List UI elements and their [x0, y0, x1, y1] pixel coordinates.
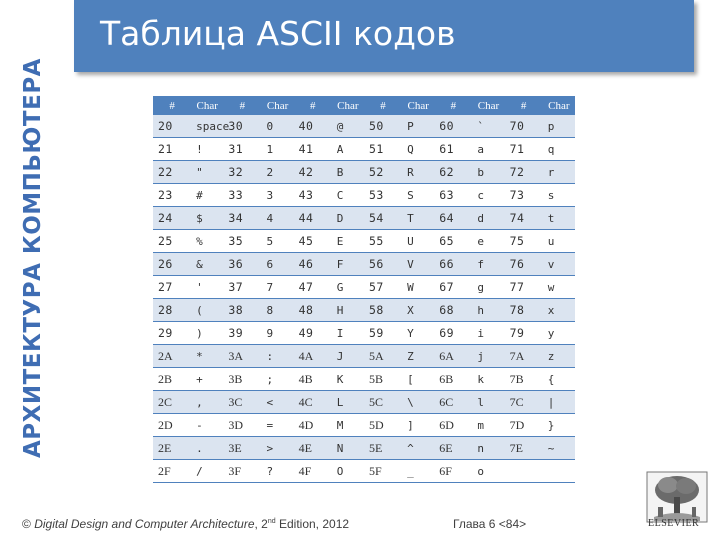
hex-code-cell: 6A [434, 345, 472, 368]
char-cell: } [543, 414, 575, 437]
hex-code-cell: 39 [223, 322, 261, 345]
edition-year: Edition, 2012 [275, 517, 350, 531]
char-cell: ) [191, 322, 223, 345]
char-cell: h [472, 299, 504, 322]
hex-code-cell: 6E [434, 437, 472, 460]
slide-title: Таблица ASCII кодов [100, 14, 456, 53]
chapter-page: Глава 6 <84> [453, 517, 527, 531]
char-cell: ; [261, 368, 293, 391]
char-cell: { [543, 368, 575, 391]
hex-code-cell: 38 [223, 299, 261, 322]
hex-code-cell: 58 [364, 299, 402, 322]
char-cell: " [191, 161, 223, 184]
table-body [153, 115, 575, 483]
hex-code-cell: 71 [505, 138, 543, 161]
char-cell: * [191, 345, 223, 368]
hex-code-cell: 2E [153, 437, 191, 460]
hex-code-cell: 7C [505, 391, 543, 414]
char-cell: 3 [261, 184, 293, 207]
char-cell: < [261, 391, 293, 414]
hex-code-cell: 5F [364, 460, 402, 483]
char-cell: L [332, 391, 364, 414]
char-cell: ^ [402, 437, 434, 460]
column-header: # [223, 96, 261, 115]
char-cell: k [472, 368, 504, 391]
hex-code-cell: 4D [294, 414, 332, 437]
title-bar [74, 0, 694, 72]
char-cell: J [332, 345, 364, 368]
hex-code-cell: 23 [153, 184, 191, 207]
side-title-text: АРХИТЕКТУРА КОМПЬЮТЕРА [20, 58, 46, 459]
hex-code-cell: 72 [505, 161, 543, 184]
char-cell: 0 [261, 115, 293, 138]
ascii-table [153, 96, 575, 483]
table-row [153, 460, 575, 483]
char-cell: R [402, 161, 434, 184]
hex-code-cell: 79 [505, 322, 543, 345]
char-cell: Y [402, 322, 434, 345]
table-row [153, 253, 575, 276]
hex-code-cell: 59 [364, 322, 402, 345]
char-cell: ~ [543, 437, 575, 460]
side-title [18, 8, 48, 508]
column-header: Char [402, 96, 434, 115]
hex-code-cell: 7D [505, 414, 543, 437]
hex-code-cell: 51 [364, 138, 402, 161]
hex-code-cell: 4C [294, 391, 332, 414]
char-cell: ] [402, 414, 434, 437]
char-cell: ` [472, 115, 504, 138]
hex-code-cell: 43 [294, 184, 332, 207]
char-cell: y [543, 322, 575, 345]
column-header: # [153, 96, 191, 115]
hex-code-cell: 36 [223, 253, 261, 276]
hex-code-cell: 21 [153, 138, 191, 161]
hex-code-cell: 42 [294, 161, 332, 184]
hex-code-cell: 27 [153, 276, 191, 299]
char-cell: 2 [261, 161, 293, 184]
char-cell: i [472, 322, 504, 345]
table-row [153, 322, 575, 345]
char-cell: ! [191, 138, 223, 161]
hex-code-cell: 3A [223, 345, 261, 368]
hex-code-cell: 3B [223, 368, 261, 391]
hex-code-cell [505, 460, 543, 483]
char-cell: q [543, 138, 575, 161]
char-cell: z [543, 345, 575, 368]
hex-code-cell: 57 [364, 276, 402, 299]
hex-code-cell: 2A [153, 345, 191, 368]
hex-code-cell: 65 [434, 230, 472, 253]
char-cell: P [402, 115, 434, 138]
hex-code-cell: 7A [505, 345, 543, 368]
hex-code-cell: 6F [434, 460, 472, 483]
hex-code-cell: 60 [434, 115, 472, 138]
char-cell: F [332, 253, 364, 276]
char-cell: l [472, 391, 504, 414]
table-row [153, 230, 575, 253]
char-cell: @ [332, 115, 364, 138]
char-cell: v [543, 253, 575, 276]
hex-code-cell: 32 [223, 161, 261, 184]
char-cell: H [332, 299, 364, 322]
char-cell: T [402, 207, 434, 230]
hex-code-cell: 28 [153, 299, 191, 322]
hex-code-cell: 62 [434, 161, 472, 184]
column-header: Char [332, 96, 364, 115]
copyright-sign: © [22, 517, 35, 531]
char-cell: m [472, 414, 504, 437]
char-cell: x [543, 299, 575, 322]
hex-code-cell: 68 [434, 299, 472, 322]
table-row [153, 115, 575, 138]
column-header: # [294, 96, 332, 115]
hex-code-cell: 50 [364, 115, 402, 138]
column-header: # [434, 96, 472, 115]
char-cell: j [472, 345, 504, 368]
hex-code-cell: 26 [153, 253, 191, 276]
char-cell: = [261, 414, 293, 437]
char-cell: Q [402, 138, 434, 161]
char-cell: \ [402, 391, 434, 414]
char-cell: U [402, 230, 434, 253]
char-cell: , [191, 391, 223, 414]
hex-code-cell: 2F [153, 460, 191, 483]
char-cell: > [261, 437, 293, 460]
hex-code-cell: 3C [223, 391, 261, 414]
char-cell: O [332, 460, 364, 483]
hex-code-cell: 52 [364, 161, 402, 184]
table-row [153, 414, 575, 437]
char-cell: ' [191, 276, 223, 299]
column-header: # [505, 96, 543, 115]
edition-number: , 2 [254, 517, 268, 531]
hex-code-cell: 7B [505, 368, 543, 391]
char-cell: / [191, 460, 223, 483]
hex-code-cell: 22 [153, 161, 191, 184]
hex-code-cell: 41 [294, 138, 332, 161]
char-cell: 5 [261, 230, 293, 253]
hex-code-cell: 5C [364, 391, 402, 414]
char-cell: + [191, 368, 223, 391]
char-cell: A [332, 138, 364, 161]
char-cell: S [402, 184, 434, 207]
hex-code-cell: 63 [434, 184, 472, 207]
char-cell: C [332, 184, 364, 207]
char-cell: e [472, 230, 504, 253]
hex-code-cell: 20 [153, 115, 191, 138]
char-cell: ? [261, 460, 293, 483]
hex-code-cell: 54 [364, 207, 402, 230]
table-row [153, 437, 575, 460]
hex-code-cell: 76 [505, 253, 543, 276]
hex-code-cell: 74 [505, 207, 543, 230]
hex-code-cell: 6C [434, 391, 472, 414]
char-cell: a [472, 138, 504, 161]
hex-code-cell: 3E [223, 437, 261, 460]
char-cell: X [402, 299, 434, 322]
hex-code-cell: 44 [294, 207, 332, 230]
hex-code-cell: 48 [294, 299, 332, 322]
table-row [153, 276, 575, 299]
book-title: Digital Design and Computer Architecture [34, 517, 255, 531]
char-cell: - [191, 414, 223, 437]
char-cell: Z [402, 345, 434, 368]
column-header: Char [543, 96, 575, 115]
hex-code-cell: 45 [294, 230, 332, 253]
hex-code-cell: 4B [294, 368, 332, 391]
elsevier-wordmark: ELSEVIER [648, 518, 700, 529]
char-cell: % [191, 230, 223, 253]
char-cell: 8 [261, 299, 293, 322]
hex-code-cell: 5E [364, 437, 402, 460]
char-cell: n [472, 437, 504, 460]
char-cell: c [472, 184, 504, 207]
table-row [153, 184, 575, 207]
char-cell: B [332, 161, 364, 184]
hex-code-cell: 49 [294, 322, 332, 345]
hex-code-cell: 2C [153, 391, 191, 414]
char-cell: 1 [261, 138, 293, 161]
char-cell: $ [191, 207, 223, 230]
char-cell: | [543, 391, 575, 414]
char-cell [543, 460, 575, 483]
hex-code-cell: 31 [223, 138, 261, 161]
hex-code-cell: 7E [505, 437, 543, 460]
char-cell: s [543, 184, 575, 207]
hex-code-cell: 4E [294, 437, 332, 460]
hex-code-cell: 46 [294, 253, 332, 276]
char-cell: # [191, 184, 223, 207]
hex-code-cell: 3F [223, 460, 261, 483]
hex-code-cell: 29 [153, 322, 191, 345]
table-row [153, 299, 575, 322]
char-cell: 7 [261, 276, 293, 299]
column-header: Char [261, 96, 293, 115]
table-header-row [153, 96, 575, 115]
hex-code-cell: 34 [223, 207, 261, 230]
char-cell: o [472, 460, 504, 483]
edition-suffix: nd [267, 518, 276, 525]
hex-code-cell: 56 [364, 253, 402, 276]
char-cell: d [472, 207, 504, 230]
footer-citation [22, 517, 349, 531]
hex-code-cell: 25 [153, 230, 191, 253]
hex-code-cell: 69 [434, 322, 472, 345]
table-row [153, 207, 575, 230]
char-cell: 4 [261, 207, 293, 230]
char-cell: p [543, 115, 575, 138]
hex-code-cell: 5D [364, 414, 402, 437]
hex-code-cell: 77 [505, 276, 543, 299]
hex-code-cell: 75 [505, 230, 543, 253]
char-cell: space [191, 115, 223, 138]
char-cell: b [472, 161, 504, 184]
char-cell: & [191, 253, 223, 276]
char-cell: 9 [261, 322, 293, 345]
char-cell: [ [402, 368, 434, 391]
char-cell: g [472, 276, 504, 299]
char-cell: u [543, 230, 575, 253]
table-row [153, 345, 575, 368]
char-cell: N [332, 437, 364, 460]
char-cell: V [402, 253, 434, 276]
hex-code-cell: 61 [434, 138, 472, 161]
table-row [153, 138, 575, 161]
char-cell: G [332, 276, 364, 299]
hex-code-cell: 6B [434, 368, 472, 391]
table-row [153, 368, 575, 391]
hex-code-cell: 4F [294, 460, 332, 483]
hex-code-cell: 66 [434, 253, 472, 276]
hex-code-cell: 73 [505, 184, 543, 207]
hex-code-cell: 40 [294, 115, 332, 138]
hex-code-cell: 30 [223, 115, 261, 138]
char-cell: M [332, 414, 364, 437]
column-header: Char [472, 96, 504, 115]
char-cell: w [543, 276, 575, 299]
hex-code-cell: 5A [364, 345, 402, 368]
char-cell: _ [402, 460, 434, 483]
char-cell: D [332, 207, 364, 230]
hex-code-cell: 2B [153, 368, 191, 391]
table-row [153, 391, 575, 414]
char-cell: 6 [261, 253, 293, 276]
table-row [153, 161, 575, 184]
char-cell: ( [191, 299, 223, 322]
char-cell: K [332, 368, 364, 391]
hex-code-cell: 35 [223, 230, 261, 253]
hex-code-cell: 78 [505, 299, 543, 322]
hex-code-cell: 4A [294, 345, 332, 368]
hex-code-cell: 2D [153, 414, 191, 437]
hex-code-cell: 47 [294, 276, 332, 299]
column-header: # [364, 96, 402, 115]
char-cell: E [332, 230, 364, 253]
hex-code-cell: 64 [434, 207, 472, 230]
char-cell: I [332, 322, 364, 345]
hex-code-cell: 24 [153, 207, 191, 230]
char-cell: t [543, 207, 575, 230]
char-cell: r [543, 161, 575, 184]
hex-code-cell: 67 [434, 276, 472, 299]
char-cell: f [472, 253, 504, 276]
hex-code-cell: 33 [223, 184, 261, 207]
column-header: Char [191, 96, 223, 115]
hex-code-cell: 55 [364, 230, 402, 253]
hex-code-cell: 6D [434, 414, 472, 437]
hex-code-cell: 70 [505, 115, 543, 138]
char-cell: : [261, 345, 293, 368]
char-cell: W [402, 276, 434, 299]
hex-code-cell: 37 [223, 276, 261, 299]
hex-code-cell: 5B [364, 368, 402, 391]
hex-code-cell: 3D [223, 414, 261, 437]
char-cell: . [191, 437, 223, 460]
hex-code-cell: 53 [364, 184, 402, 207]
